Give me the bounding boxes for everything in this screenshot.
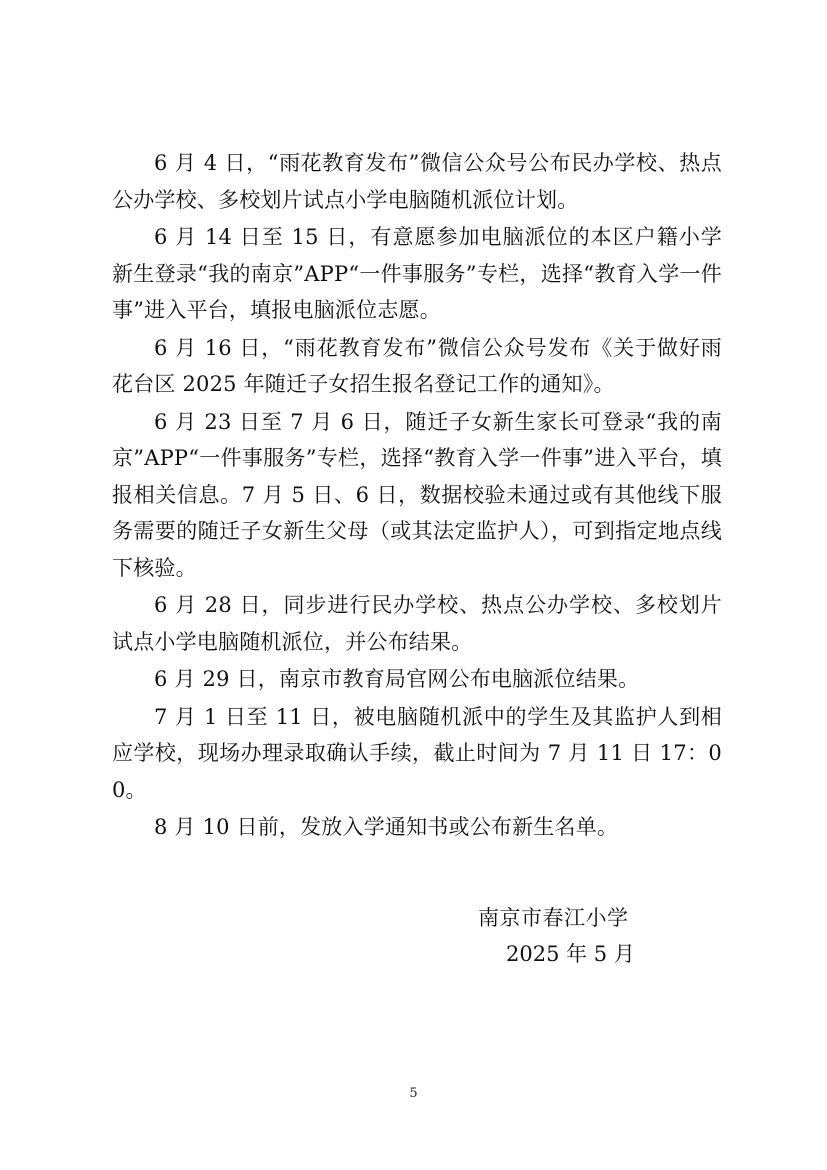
paragraph-jun-23-jul-6: 6 月 23 日至 7 月 6 日，随迁子女新生家长可登录“我的南京”APP“一件事服务”专栏，选择“教育入学一件事”进入平台，填报相关信息。7 月 5 日、6 日，数据校验未通过或有其他线下服务需要的随迁子女新生父母（或其法定监护人），可到指定地点线下核验。 [112, 409, 722, 580]
paragraph-jun-28: 6 月 28 日，同步进行民办学校、热点公办学校、多校划片试点小学电脑随机派位，并公布结果。 [112, 593, 722, 654]
page-number: 5 [409, 1086, 418, 1101]
signature-school: 南京市春江小学 [478, 906, 629, 930]
paragraph-aug-10: 8 月 10 日前，发放入学通知书或公布新生名单。 [154, 815, 619, 839]
signature-date: 2025 年 5 月 [506, 942, 635, 966]
paragraph-jun-29: 6 月 29 日，南京市教育局官网公布电脑派位结果。 [154, 667, 640, 691]
signature-block [478, 900, 678, 972]
paragraph-jul-1-11: 7 月 1 日至 11 日，被电脑随机派中的学生及其监护人到相应学校，现场办理录取确认手续，截止时间为 7 月 11 日 17：00。 [112, 704, 722, 802]
paragraph-jun-16: 6 月 16 日，“雨花教育发布”微信公众号发布《关于做好雨花台区 2025 年随迁子女招生报名登记工作的通知》。 [112, 335, 722, 396]
paragraph-jun-4: 6 月 4 日，“雨花教育发布”微信公众号公布民办学校、热点公办学校、多校划片试点小学电脑随机派位计划。 [112, 151, 722, 212]
paragraph-jun-14-15: 6 月 14 日至 15 日，有意愿参加电脑派位的本区户籍小学新生登录“我的南京”APP“一件事服务”专栏，选择“教育入学一件事”进入平台，填报电脑派位志愿。 [112, 225, 722, 322]
document-body [112, 145, 722, 847]
